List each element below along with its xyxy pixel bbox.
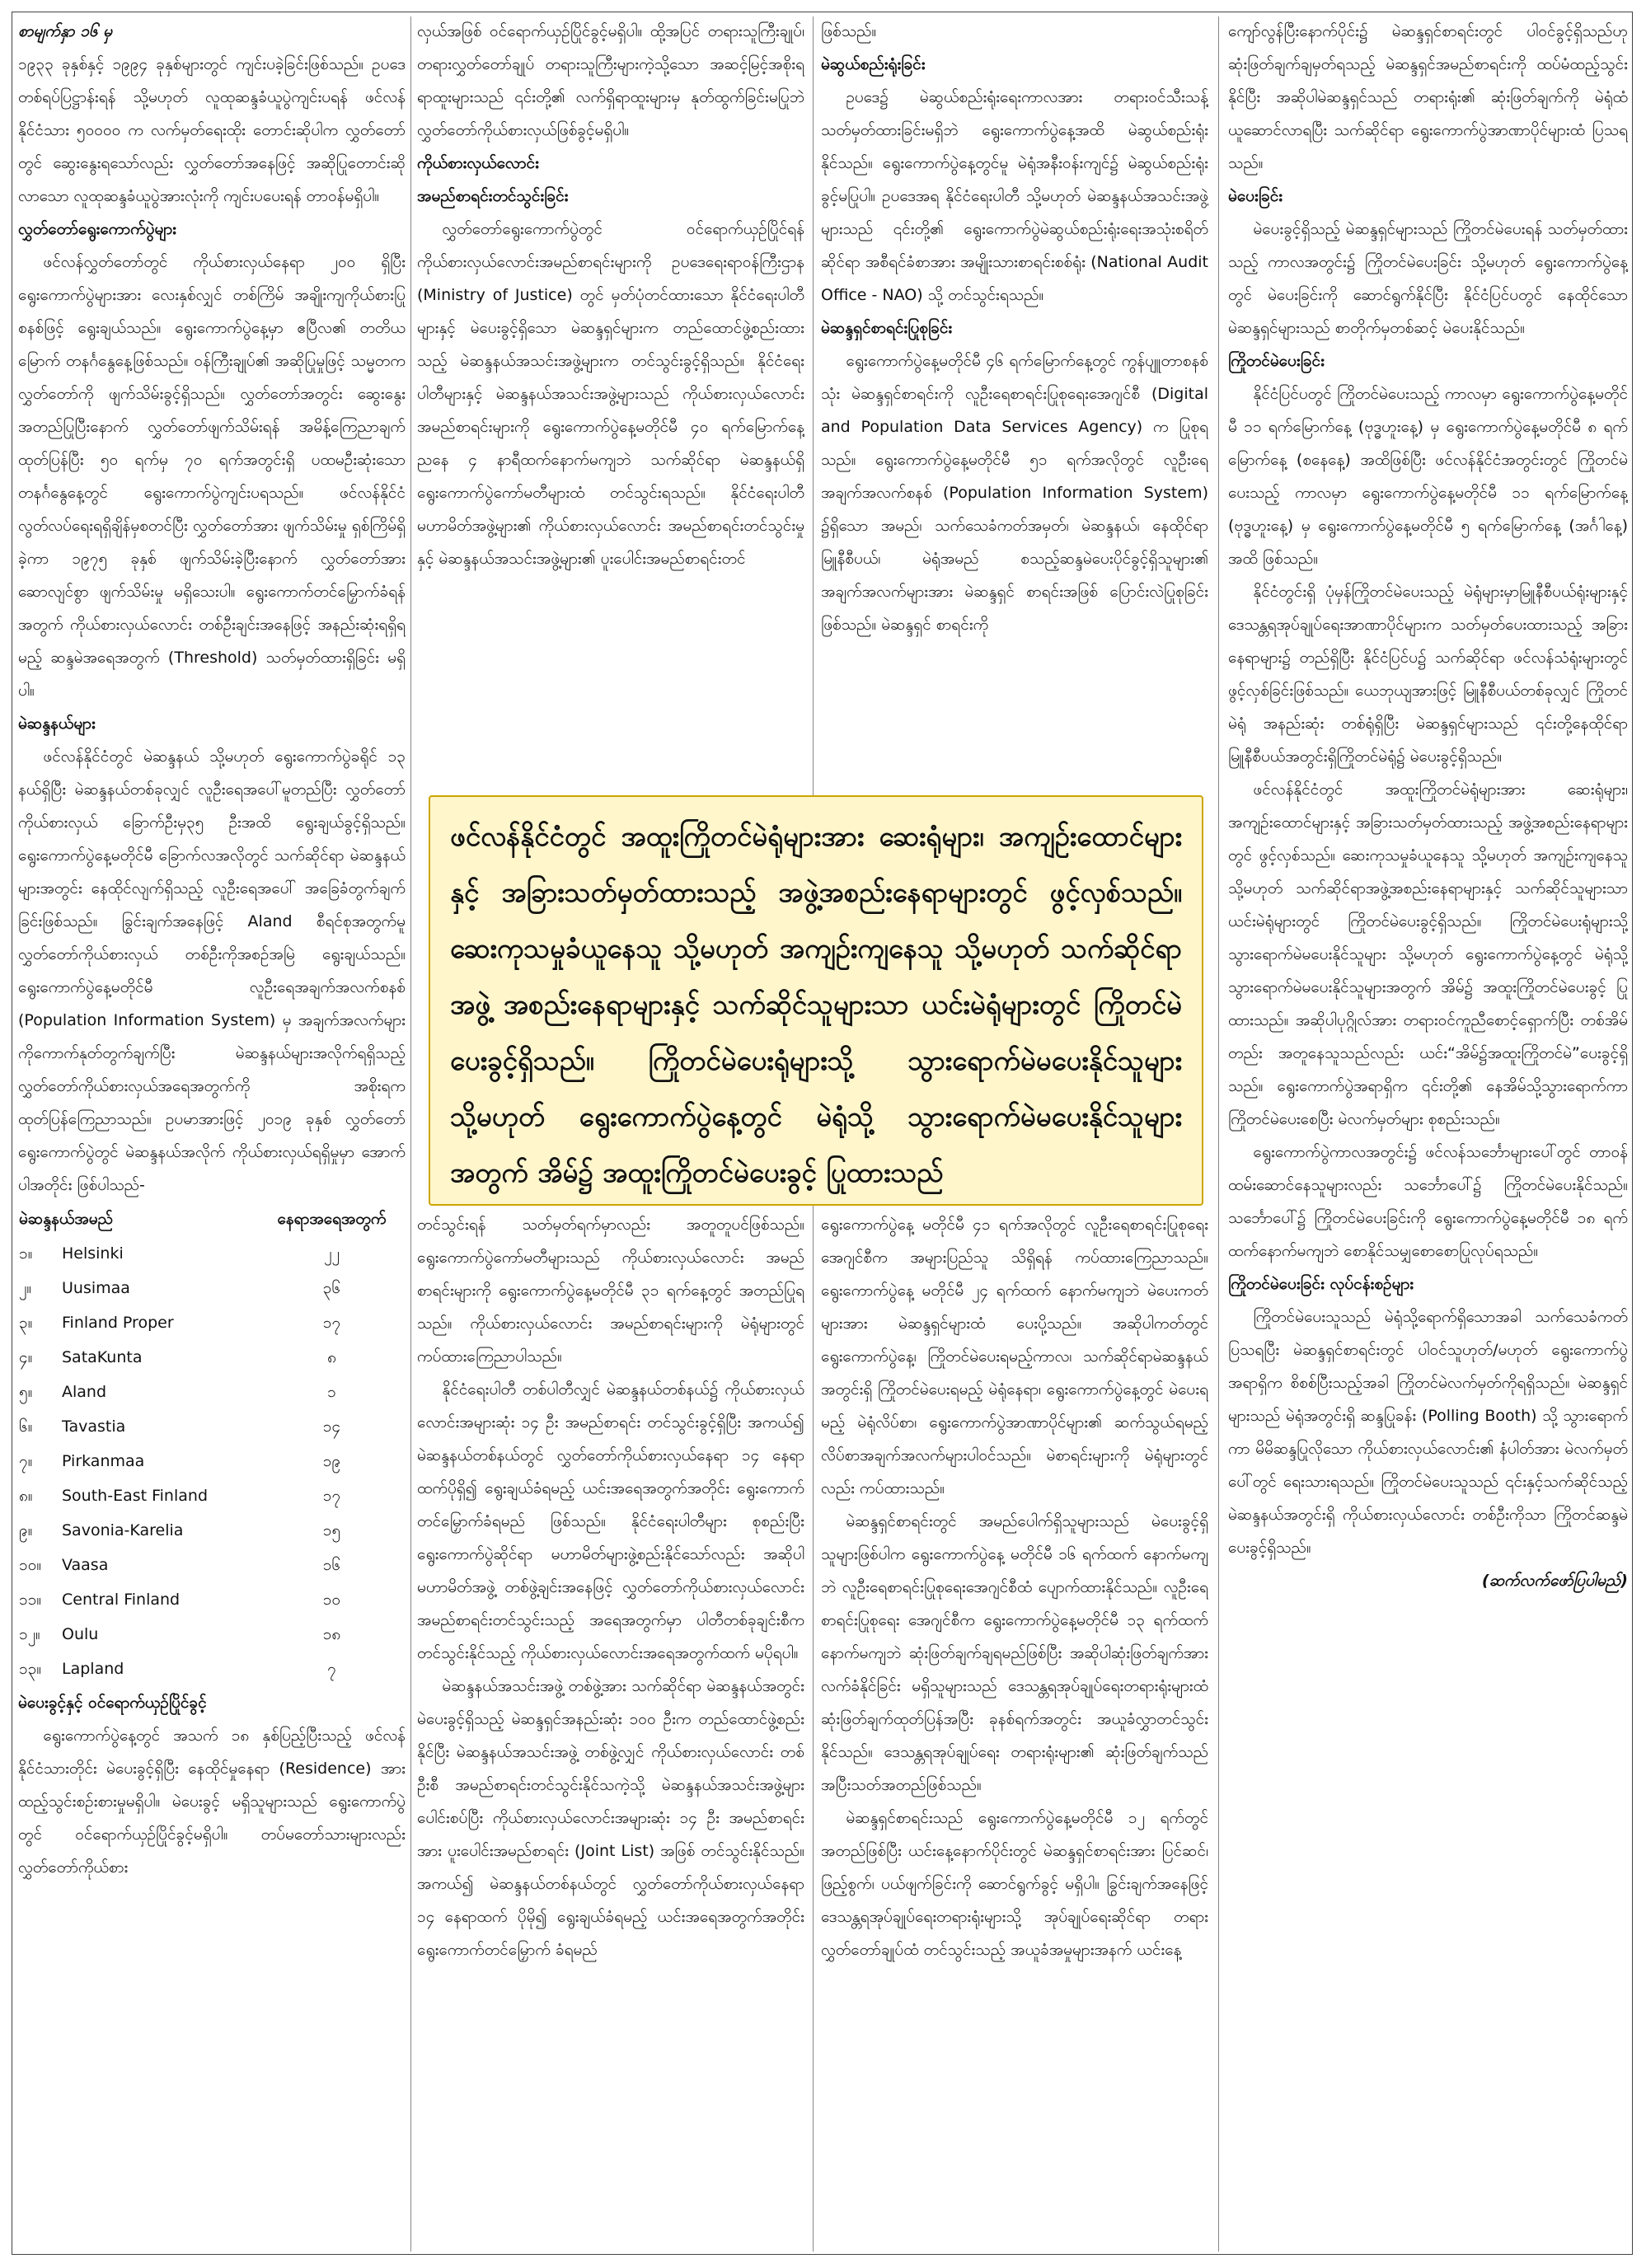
seat-count: ၁၈ (322, 1625, 341, 1643)
seat-count: ၁၇ (322, 1314, 341, 1332)
paragraph: မဲဆန္ဒရှင်စာရင်းတွင် အမည်ပေါက်ရှိသူများသည် မဲပေးခွင့်ရှိသူများဖြစ်ပါက ရွေးကောက်ပွဲနေ့ မတိုင်မီ ၁၆ ရက်ထက် နောက်မကျဘဲ လူဦးရေစာရင်းပြုစုရေးအေဂျင်စီထံ ပျောက်ထားနိုင်သည်။ လူဦးရေစာရင်းပြုစုရေး အေဂျင်စီက ရွေးကောက်ပွဲနေ့မတိုင်မီ ၁၃ ရက်ထက် နောက်မကျဘဲ ဆုံးဖြတ်ချက်ချရမည်ဖြစ်ပြီး အဆိုပါဆုံးဖြတ်ချက်အား လက်ခံနိုင်ခြင်း မရှိသူများသည် ဒေသန္တရအုပ်ချုပ်ရေးတရားရုံးများထံ ဆုံးဖြတ်ချက်ထုတ်ပြန်အပြီး ခုနစ်ရက်အတွင်း အယူခံလွှာတင်သွင်းနိုင်သည်။ ဒေသန္တရအုပ်ချုပ်ရေး တရားရုံးများ၏ ဆုံးဖြတ်ချက်သည် အပြီးသတ်အတည်ဖြစ်သည်။ (821, 1512, 1208, 1794)
paragraph: မဲဆန္ဒနယ်အသင်းအဖွဲ့ တစ်ဖွဲ့အား သက်ဆိုင်ရာ မဲဆန္ဒနယ်အတွင်း မဲပေးခွင့်ရှိသည့် မဲဆန္ဒရှင်အနည်းဆုံး ၁၀၀ ဦးက တည်ထောင်ဖွဲ့စည်းနိုင်ပြီး မဲဆန္ဒနယ်အသင်းအဖွဲ့ တစ်ဖွဲ့လျှင် ကိုယ်စားလှယ်လောင်း တစ်ဦးစီ အမည်စာရင်းတင်သွင်းနိုင်သကဲ့သို့ မဲဆန္ဒနယ်အသင်းအဖွဲ့များ ပေါင်းစပ်ပြီး ကိုယ်စားလှယ်လောင်းအများဆုံး ၁၄ ဦး အမည်စာရင်းအား ပူးပေါင်းအမည်စာရင်း (Joint List) အဖြစ် တင်သွင်းနိုင်သည်။ အကယ်၍ မဲဆန္ဒနယ်တစ်နယ်တွင် လွှတ်တော်ကိုယ်စားလှယ်နေရာ ၁၄ နေရာထက် ပိုမို၍ ရွေးချယ်ခံရမည့် ယင်းအရေအတွက်အတိုင်း ရွေးကောက်တင်မြှောက် ခံရမည် (417, 1677, 804, 1959)
table-header-seats: နေရာအရေအတွက် (277, 1210, 387, 1228)
paragraph: ရွေးကောက်ပွဲနေ့မတိုင်မီ ၄၆ ရက်မြောက်နေ့တွင် ကွန်ပျူတာစနစ်သုံး မဲဆန္ဒရှင်စာရင်းကို လူဦးရေစာရင်းပြုစုရေးအေဂျင်စီ (Digital and Population Data Services Agency) က ပြုစုရသည်။ ရွေးကောက်ပွဲနေ့မတိုင်မီ ၅၁ ရက်အလိုတွင် လူဦးရေအချက်အလက်စနစ် (Population Information System) ၌ရှိသော အမည်၊ သက်သေခံကတ်အမှတ်၊ မဲဆန္ဒနယ်၊ နေထိုင်ရာ မြူနီစီပယ်၊ မဲရုံအမည် စသည့်ဆန္ဒမဲပေးပိုင်ခွင့်ရှိသူများ၏ အချက်အလက်များအား မဲဆန္ဒရှင် စာရင်းအဖြစ် ပြောင်းလဲပြုစုခြင်းဖြစ်သည်။ မဲဆန္ဒရှင် စာရင်းကို (821, 352, 1208, 634)
row-number: ၆။ (19, 1418, 33, 1436)
row-number: ၂။ (19, 1279, 32, 1297)
paragraph: နိုင်ငံပြင်ပတွင် ကြိုတင်မဲပေးသည့် ကာလမှာ ရွေးကောက်ပွဲနေ့မတိုင်မီ ၁၁ ရက်မြောက်နေ့ (ဗုဒ္ဓဟူးနေ့) မှ ရွေးကောက်ပွဲနေ့မတိုင်မီ ၈ ရက်မြောက်နေ့ (စနေနေ့) အထိဖြစ်ပြီး ဖင်လန်နိုင်ငံအတွင်းတွင် ကြိုတင်မဲပေးသည့် ကာလမှာ ရွေးကောက်ပွဲနေ့မတိုင်မီ ၁၁ ရက်မြောက်နေ့ (ဗုဒ္ဓဟူးနေ့) မှ ရွေးကောက်ပွဲနေ့မတိုင်မီ ၅ ရက်မြောက်နေ့ (အင်္ဂါနေ့) အထိ ဖြစ်သည်။ (1228, 385, 1628, 568)
section-heading: ကြိုတင်မဲပေးခြင်း (1228, 352, 1325, 370)
table-row (18, 1409, 406, 1444)
table-row (18, 1513, 406, 1548)
article-column-2-bottom (417, 1208, 804, 2253)
seat-count: ၁၉ (322, 1452, 341, 1470)
constituency-name: Uusimaa (62, 1279, 130, 1297)
table-row (18, 1236, 406, 1271)
constituency-name: Pirkanmaa (62, 1452, 145, 1470)
section-heading: မဲပေးခွင့်နှင့် ဝင်ရောက်ယှဉ်ပြိုင်ခွင့် (18, 1694, 207, 1712)
table-row (18, 1617, 406, 1652)
paragraph: နိုင်ငံရေးပါတီ တစ်ပါတီလျှင် မဲဆန္ဒနယ်တစ်နယ်၌ ကိုယ်စားလှယ်လောင်းအများဆုံး ၁၄ ဦး အမည်စာရင်း တင်သွင်းခွင့်ရှိပြီး အကယ်၍ မဲဆန္ဒနယ်တစ်နယ်တွင် လွှတ်တော်ကိုယ်စားလှယ်နေရာ ၁၄ နေရာထက်ပိုရှိ၍ ရွေးချယ်ခံရမည့် ယင်းအရေအတွက်အတိုင်း ရွေးကောက်တင်မြှောက်ခံရမည် ဖြစ်သည်။ နိုင်ငံရေးပါတီများ စုစည်းပြီး ရွေးကောက်ပွဲဆိုင်ရာ မဟာမိတ်များဖွဲ့စည်းနိုင်သော်လည်း အဆိုပါ မဟာမိတ်အဖွဲ့ တစ်ဖွဲ့ချင်းအနေဖြင့် လွှတ်တော်ကိုယ်စားလှယ်လောင်း အမည်စာရင်းတင်သွင်းသည့် အရေအတွက်မှာ ပါတီတစ်ခုချင်းစီက တင်သွင်းနိုင်သည့် ကိုယ်စားလှယ်လောင်းအရေအတွက်ထက် မပိုရပါ။ (417, 1380, 804, 1662)
seat-count: ၇ (327, 1660, 336, 1678)
row-number: ၈။ (19, 1487, 33, 1505)
seat-count: ၁၆ (322, 1556, 341, 1574)
paragraph: ၁၉၃၃ ခုနှစ်နှင့် ၁၉၉၄ ခုနှစ်များတွင် ကျင်းပခဲ့ခြင်းဖြစ်သည်။ ဥပဒေတစ်ရပ်ပြဋ္ဌာန်းရန် သို့မဟုတ် လူထုဆန္ဒခံယူပွဲကျင်းပရန် ဖင်လန်နိုင်ငံသား ၅၀၀၀၀ က လက်မှတ်ရေးထိုး တောင်းဆိုပါက လွှတ်တော်တွင် ဆွေးနွေးရသော်လည်း လွှတ်တော်အနေဖြင့် အဆိုပြုတောင်းဆိုလာသော လူထုဆန္ဒခံယူပွဲအားလုံးကို ကျင်းပပေးရန် တာဝန်မရှိပါ။ (18, 55, 406, 205)
constituency-name: Aland (62, 1383, 107, 1401)
table-row (18, 1375, 406, 1409)
row-number: ၁၀။ (19, 1556, 42, 1574)
paragraph: ဥပဒေ၌ မဲဆွယ်စည်းရုံးရေးကာလအား တရားဝင်သီးသန့် သတ်မှတ်ထားခြင်းမရှိဘဲ ရွေးကောက်ပွဲနေ့အထိ မဲဆွယ်စည်းရုံးနိုင်သည်။ ရွေးကောက်ပွဲနေ့တွင်မူ မဲရုံအနီးဝန်းကျင်၌ မဲဆွယ်စည်းရုံးခွင့်မပြုပါ။ ဥပဒေအရ နိုင်ငံရေးပါတီ သို့မဟုတ် မဲဆန္ဒနယ်အသင်းအဖွဲ့များသည် ၎င်းတို့၏ ရွေးကောက်ပွဲမဲဆွယ်စည်းရုံးရေးအသုံးစရိတ်ဆိုင်ရာ အစီရင်ခံစာအား အမျိုးသားစာရင်းစစ်ရုံး (National Audit Office - NAO) သို့ တင်သွင်းရသည်။ (821, 88, 1208, 304)
constituency-name: South-East Finland (62, 1487, 209, 1505)
row-number: ၁၁။ (19, 1591, 42, 1609)
article-column-3-bottom (821, 1208, 1208, 2253)
section-heading: မဲဆန္ဒနယ်များ (18, 715, 96, 733)
section-heading: မဲပေးခြင်း (1228, 187, 1283, 205)
row-number: ၃။ (19, 1314, 33, 1332)
article-column-2-top (417, 15, 804, 793)
table-row (18, 1305, 406, 1340)
constituency-name: Lapland (62, 1660, 124, 1678)
seat-count: ၂၂ (324, 1244, 340, 1263)
seat-count: ၁၅ (322, 1521, 341, 1539)
table-header-name: မဲဆန္ဒနယ်အမည် (19, 1210, 113, 1228)
paragraph: နိုင်ငံတွင်းရှိ ပုံမှန်ကြိုတင်မဲပေးသည့် မဲရုံများမှာမြူနီစီပယ်ရုံးများနှင့် ဒေသန္တရအုပ်ချုပ်ရေးအာဏာပိုင်များက သတ်မှတ်ပေးထားသည့် အခြားနေရာများ၌ တည်ရှိပြီး နိုင်ငံပြင်ပ၌ သက်ဆိုင်ရာ ဖင်လန်သံရုံးများတွင် ဖွင့်လှစ်ခြင်းဖြစ်သည်။ ယေဘုယျအားဖြင့် မြူနီစီပယ်တစ်ခုလျှင် ကြိုတင်မဲရုံ အနည်းဆုံး တစ်ရုံရှိပြီး မဲဆန္ဒရှင်များသည် ၎င်းတို့နေထိုင်ရာ မြူနီစီပယ်အတွင်းရှိကြိုတင်မဲရုံ၌ မဲပေးခွင့်ရှိသည်။ (1228, 583, 1628, 766)
table-row (18, 1582, 406, 1617)
paragraph: လွှတ်တော်ရွေးကောက်ပွဲတွင် ဝင်ရောက်ယှဉ်ပြိုင်ရန် ကိုယ်စားလှယ်လောင်းအမည်စာရင်းများကို ဥပဒေရေးရာဝန်ကြီးဌာန (Ministry of Justice) တွင် မှတ်ပုံတင်ထားသော နိုင်ငံရေးပါတီများနှင့် မဲပေးခွင့်ရှိသော မဲဆန္ဒရှင်များက တည်ထောင်ဖွဲ့စည်းထားသည့် မဲဆန္ဒနယ်အသင်းအဖွဲ့များက တင်သွင်းခွင့်ရှိသည်။ နိုင်ငံရေးပါတီများနှင့် မဲဆန္ဒနယ်အသင်းအဖွဲ့များသည် ကိုယ်စားလှယ်လောင်းအမည်စာရင်းများကို ရွေးကောက်ပွဲနေ့မတိုင်မီ ၄၀ ရက်မြောက်နေ့ ညနေ ၄ နာရီထက်နောက်မကျဘဲ သက်ဆိုင်ရာ မဲဆန္ဒနယ်ရှိ ရွေးကောက်ပွဲကော်မတီများထံ တင်သွင်းရသည်။ နိုင်ငံရေးပါတီမဟာမိတ်အဖွဲ့များ၏ ကိုယ်စားလှယ်လောင်း အမည်စာရင်းတင်သွင်းမှုနှင့် မဲဆန္ဒနယ်အသင်းအဖွဲ့များ၏ ပူးပေါင်းအမည်စာရင်းတင် (417, 220, 804, 568)
table-row (18, 1444, 406, 1478)
row-number: ၁၃။ (19, 1660, 42, 1678)
paragraph: ရွေးကောက်ပွဲနေ့ မတိုင်မီ ၄၁ ရက်အလိုတွင် လူဦးရေစာရင်းပြုစုရေးအေဂျင်စီက အများပြည်သူ သိရှိရန် ကပ်ထားကြေညာသည်။ ရွေးကောက်ပွဲနေ့ မတိုင်မီ ၂၄ ရက်ထက် နောက်မကျဘဲ မဲပေးကတ်များအား မဲဆန္ဒရှင်များထံ ပေးပို့သည်။ အဆိုပါကတ်တွင် ရွေးကောက်ပွဲနေ့၊ ကြိုတင်မဲပေးရမည့်ကာလ၊ သက်ဆိုင်ရာမဲဆန္ဒနယ်အတွင်းရှိ ကြိုတင်မဲပေးရမည့် မဲရုံနေရာ၊ ရွေးကောက်ပွဲနေ့တွင် မဲပေးရမည့် မဲရုံလိပ်စာ၊ ရွေးကောက်ပွဲအာဏာပိုင်များ၏ ဆက်သွယ်ရမည့်လိပ်စာအချက်အလက်များပါဝင်သည်။ မဲစာရင်းများကို မဲရုံများတွင်လည်း ကပ်ထားသည်။ (821, 1216, 1208, 1497)
pull-quote-text: ဖင်လန်နိုင်ငံတွင် အထူးကြိုတင်မဲရုံများအား ဆေးရုံများ၊ အကျဉ်းထောင်များနှင့် အခြားသတ်မှတ်ထားသည့် အဖွဲ့အစည်းနေရာများတွင် ဖွင့်လှစ်သည်။ ဆေးကုသမှုခံယူနေသူ သို့မဟုတ် အကျဉ်းကျနေသူ သို့မဟုတ် သက်ဆိုင်ရာအဖွဲ့ အစည်းနေရာများနှင့် သက်ဆိုင်သူများသာ ယင်းမဲရုံများတွင် ကြိုတင်မဲပေးခွင့်ရှိသည်။ ကြိုတင်မဲပေးရုံများသို့ သွားရောက်မဲမပေးနိုင်သူများ သို့မဟုတ် ရွေးကောက်ပွဲနေ့တွင် မဲရုံသို့ သွားရောက်မဲမပေးနိုင်သူများအတွက် အိမ်၌ အထူးကြိုတင်မဲပေးခွင့် ပြုထားသည် (450, 820, 1182, 1188)
paragraph: ရွေးကောက်ပွဲကာလအတွင်း၌ ဖင်လန်သင်္ဘောများပေါ်တွင် တာဝန်ထမ်းဆောင်နေသူများလည်း သင်္ဘောပေါ်၌ ကြိုတင်မဲပေးနိုင်သည်။ သင်္ဘောပေါ်၌ ကြိုတင်မဲပေးခြင်းကို ရွေးကောက်ပွဲနေ့မတိုင်မီ ၁၈ ရက်ထက်နောက်မကျဘဲ စောနိုင်သမျှစောစောပြုလုပ်ရသည်။ (1228, 1143, 1628, 1260)
paragraph: တင်သွင်းရန် သတ်မှတ်ရက်မှာလည်း အတူတူပင်ဖြစ်သည်။ ရွေးကောက်ပွဲကော်မတီများသည် ကိုယ်စားလှယ်လောင်း အမည်စာရင်းများကို ရွေးကောက်ပွဲနေ့မတိုင်မီ ၃၁ ရက်နေ့တွင် အတည်ပြုရသည်။ ကိုယ်စားလှယ်လောင်း အမည်စာရင်းများကို မဲရုံများတွင် ကပ်ထားကြေညာပါသည်။ (417, 1216, 804, 1366)
section-heading: အမည်စာရင်းတင်သွင်းခြင်း (417, 187, 569, 205)
section-heading: ကိုယ်စားလှယ်လောင်း (417, 154, 539, 172)
paragraph: မဲပေးခွင့်ရှိသည့် မဲဆန္ဒရှင်များသည် ကြိုတင်မဲပေးရန် သတ်မှတ်ထားသည့် ကာလအတွင်း၌ ကြိုတင်မဲပေးခြင်း သို့မဟုတ် ရွေးကောက်ပွဲနေ့တွင် မဲပေးခြင်းကို ဆောင်ရွက်နိုင်ပြီး နိုင်ငံပြင်ပတွင် နေထိုင်သော မဲဆန္ဒရှင်များသည် စာတိုက်မှတစ်ဆင့် မဲပေးနိုင်သည်။ (1228, 220, 1628, 337)
section-heading: မဲဆွယ်စည်းရုံးခြင်း (821, 55, 926, 73)
paragraph: လှယ်အဖြစ် ဝင်ရောက်ယှဉ်ပြိုင်ခွင့်မရှိပါ။ ထို့အပြင် တရားသူကြီးချုပ်၊ တရားလွှတ်တော်ချုပ် တရားသူကြီးများကဲ့သို့သော အဆင့်မြင့်အစိုးရရာထူးများသည် ၎င်းတို့၏ လက်ရှိရာထူးများမှ နုတ်ထွက်ခြင်းမပြုဘဲ လွှတ်တော်ကိုယ်စားလှယ်ဖြစ်ခွင့်မရှိပါ။ (417, 22, 804, 139)
row-number: ၄။ (19, 1348, 33, 1366)
paragraph: မဲဆန္ဒရှင်စာရင်းသည် ရွေးကောက်ပွဲနေ့မတိုင်မီ ၁၂ ရက်တွင် အတည်ဖြစ်ပြီး ယင်းနေ့နောက်ပိုင်းတွင် မဲဆန္ဒရှင်စာရင်းအား ပြင်ဆင်၊ ဖြည့်စွက်၊ ပယ်ဖျက်ခြင်းကို ဆောင်ရွက်ခွင့် မရှိပါ။ ခြွင်းချက်အနေဖြင့် ဒေသန္တရအုပ်ချုပ်ရေးတရားရုံးများသို့ အုပ်ချုပ်ရေးဆိုင်ရာ တရားလွှတ်တော်ချုပ်ထံ တင်သွင်းသည့် အယူခံအမှုများအနက် ယင်းနေ့ (821, 1809, 1208, 1959)
continued-from-label: စာမျက်နှာ ၁၆ မှ (18, 22, 113, 40)
column-divider (410, 16, 411, 2252)
table-row (18, 1271, 406, 1305)
section-heading: ကြိုတင်မဲပေးခြင်း လုပ်ငန်းစဉ်များ (1228, 1275, 1414, 1293)
paragraph: ဖင်လန်နိုင်ငံတွင် အထူးကြိုတင်မဲရုံများအား ဆေးရုံများ၊ အကျဉ်းထောင်များနှင့် အခြားသတ်မှတ်ထားသည့် အဖွဲ့အစည်းနေရာများတွင် ဖွင့်လှစ်သည်။ ဆေးကုသမှုခံယူနေသူ သို့မဟုတ် အကျဉ်းကျနေသူ သို့မဟုတ် သက်ဆိုင်ရာအဖွဲ့အစည်းနေရာများနှင့် သက်ဆိုင်သူများသာ ယင်းမဲရုံများတွင် ကြိုတင်မဲပေးခွင့်ရှိသည်။ ကြိုတင်မဲပေးရုံများသို့ သွားရောက်မဲမပေးနိုင်သူများ သို့မဟုတ် ရွေးကောက်ပွဲနေ့တွင် မဲရုံသို့ သွားရောက်မဲမပေးနိုင်သူများအတွက် အိမ်၌ အထူးကြိုတင်မဲပေးခွင့် ပြုထားသည်။ အဆိုပါပုဂ္ဂိုလ်အား တရားဝင်ကူညီစောင့်ရှောက်ပြီး တစ်အိမ်တည်း အတူနေသူသည်လည်း ယင်း“အိမ်၌အထူးကြိုတင်မဲ”ပေးခွင့်ရှိသည်။ ရွေးကောက်ပွဲအရာရှိက ၎င်းတို့၏ နေအိမ်သို့သွားရောက်ကာ ကြိုတင်မဲပေးစေပြီး မဲလက်မှတ်များ စုစည်းသည်။ (1228, 780, 1628, 1128)
article-column-1 (18, 15, 406, 2253)
constituency-name: Tavastia (62, 1418, 126, 1436)
seat-count: ၁၀ (322, 1591, 341, 1609)
table-row (18, 1548, 406, 1582)
table-row (18, 1652, 406, 1686)
row-number: ၁။ (19, 1244, 33, 1263)
seat-count: ၁၄ (322, 1418, 341, 1436)
constituency-name: Oulu (62, 1625, 99, 1643)
seat-count: ၁၇ (322, 1487, 341, 1505)
article-column-4 (1228, 15, 1628, 2253)
section-heading: လွှတ်တော်ရွေးကောက်ပွဲများ (18, 220, 177, 238)
seat-count: ၁ (327, 1383, 336, 1401)
constituency-name: Vaasa (62, 1556, 109, 1574)
paragraph: ရွေးကောက်ပွဲနေ့တွင် အသက် ၁၈ နှစ်ပြည့်ပြီးသည့် ဖင်လန်နိုင်ငံသားတိုင်း မဲပေးခွင့်ရှိပြီး နေထိုင်မှုနေရာ (Residence) အား ထည့်သွင်းစဉ်းစားမှုမရှိပါ။ မဲပေးခွင့် မရှိသူများသည် ရွေးကောက်ပွဲတွင် ဝင်ရောက်ယှဉ်ပြိုင်ခွင့်မရှိပါ။ တပ်မတော်သားများလည်း လွှတ်တော်ကိုယ်စား (18, 1727, 406, 1877)
constituency-name: Central Finland (62, 1591, 181, 1609)
seat-count: ၃၆ (322, 1279, 341, 1297)
paragraph: ဖင်လန်နိုင်ငံတွင် မဲဆန္ဒနယ် သို့မဟုတ် ရွေးကောက်ပွဲခရိုင် ၁၃ နယ်ရှိပြီး မဲဆန္ဒနယ်တစ်ခုလျှင် လူဦးရေအပေါ်မူတည်ပြီး လွှတ်တော်ကိုယ်စားလှယ် ခြောက်ဦးမှ၃၅ ဦးအထိ ရွေးချယ်ခွင့်ရှိသည်။ ရွေးကောက်ပွဲနေ့မတိုင်မီ ခြောက်လအလိုတွင် သက်ဆိုင်ရာ မဲဆန္ဒနယ်များအတွင်း နေထိုင်လျက်ရှိသည့် လူဦးရေအပေါ် အခြေခံတွက်ချက်ခြင်းဖြစ်သည်။ ခြွင်းချက်အနေဖြင့် Aland စီရင်စုအတွက်မူ လွှတ်တော်ကိုယ်စားလှယ် တစ်ဦးကိုအစဉ်အမြဲ ရွေးချယ်သည်။ ရွေးကောက်ပွဲနေ့မတိုင်မီ လူဦးရေအချက်အလက်စနစ် (Population Information System) မှ အချက်အလက်များကိုကောက်နုတ်တွက်ချက်ပြီး မဲဆန္ဒနယ်များအလိုက်ရရှိသည့် လွှတ်တော်ကိုယ်စားလှယ်အရေအတွက်ကို အစိုးရက ထုတ်ပြန်ကြေညာသည်။ ဥပမာအားဖြင့် ၂၀၁၉ ခုနှစ် လွှတ်တော်ရွေးကောက်ပွဲတွင် မဲဆန္ဒနယ်အလိုက် ကိုယ်စားလှယ်ရရှိမှုမှာ အောက်ပါအတိုင်း ဖြစ်ပါသည်- (18, 747, 406, 1194)
constituency-name: Helsinki (62, 1244, 124, 1263)
column-divider (1218, 16, 1219, 2252)
paragraph: ကျော်လွန်ပြီးနောက်ပိုင်း၌ မဲဆန္ဒရှင်စာရင်းတွင် ပါဝင်ခွင့်ရှိသည်ဟု ဆုံးဖြတ်ချက်ချမှတ်ရသည့် မဲဆန္ဒရှင်အမည်စာရင်းကို ထပ်မံထည့်သွင်းနိုင်ပြီး အဆိုပါမဲဆန္ဒရှင်သည် တရားရုံး၏ ဆုံးဖြတ်ချက်ကို မဲရုံထံယူဆောင်လာရပြီး သက်ဆိုင်ရာ ရွေးကောက်ပွဲအာဏာပိုင်များထံ ပြသရသည်။ (1228, 22, 1628, 172)
seat-count: ၈ (327, 1348, 336, 1366)
pull-quote-box (429, 795, 1203, 1206)
table-row (18, 1478, 406, 1513)
row-number: ၉။ (19, 1521, 33, 1539)
section-heading: မဲဆန္ဒရှင်စာရင်းပြုစုခြင်း (821, 319, 953, 337)
paragraph: ကြိုတင်မဲပေးသူသည် မဲရုံသို့ရောက်ရှိသောအခါ သက်သေခံကတ်ပြသရပြီး မဲဆန္ဒရှင်စာရင်းတွင် ပါဝင်သူဟုတ်/မဟုတ် ရွေးကောက်ပွဲအရာရှိက စိစစ်ပြီးသည့်အခါ ကြိုတင်မဲလက်မှတ်ကိုရရှိသည်။ မဲဆန္ဒရှင်များသည် မဲရုံအတွင်းရှိ ဆန္ဒပြုခန်း (Polling Booth) သို့ သွားရောက်ကာ မိမိဆန္ဒပြုလိုသော ကိုယ်စားလှယ်လောင်း၏ နံပါတ်အား မဲလက်မှတ်ပေါ်တွင် ရေးသားရသည်။ ကြိုတင်မဲပေးသူသည် ၎င်းနှင့်သက်ဆိုင်သည့် မဲဆန္ဒနယ်အတွင်းရှိ ကိုယ်စားလှယ်လောင်း တစ်ဦးကိုသာ ကြိုတင်ဆန္ဒမဲပေးခွင့်ရှိသည်။ (1228, 1308, 1628, 1557)
continued-label: (ဆက်လက်ဖော်ပြပါမည်) (1481, 1572, 1628, 1590)
row-number: ၇။ (19, 1452, 33, 1470)
table-row (18, 1340, 406, 1375)
paragraph: ဖြစ်သည်။ (821, 22, 877, 40)
paragraph: ဖင်လန်လွှတ်တော်တွင် ကိုယ်စားလှယ်နေရာ ၂၀၀ ရှိပြီး ရွေးကောက်ပွဲများအား လေးနှစ်လျှင် တစ်ကြိမ် အချိုးကျကိုယ်စားပြုစနစ်ဖြင့် ရွေးချယ်သည်။ ရွေးကောက်ပွဲနေ့မှာ ဧပြီလ၏ တတိယမြောက် တနင်္ဂနွေနေ့ဖြစ်သည်။ ဝန်ကြီးချုပ်၏ အဆိုပြုမှုဖြင့် သမ္မတက လွှတ်တော်ကို ဖျက်သိမ်းခွင့်ရှိသည်။ လွှတ်တော်အတွင်း ဆွေးနွေးအတည်ပြုပြီးနောက် လွှတ်တော်ဖျက်သိမ်းရန် အမိန့်ကြေညာချက်ထုတ်ပြန်ပြီး ၅၀ ရက်မှ ၇၀ ရက်အတွင်းရှိ ပထမဦးဆုံးသော တနင်္ဂနွေနေ့တွင် ရွေးကောက်ပွဲကျင်းပရသည်။ ဖင်လန်နိုင်ငံ လွတ်လပ်ရေးရရှိချိန်မှစတင်ပြီး လွှတ်တော်အား ဖျက်သိမ်းမှု ရှစ်ကြိမ်ရှိခဲ့ကာ ၁၉၇၅ ခုနှစ် ဖျက်သိမ်းခဲ့ပြီးနောက် လွှတ်တော်အား ဆောလျင်စွာ ဖျက်သိမ်းမှု မရှိသေးပါ။ ရွေးကောက်တင်မြှောက်ခံရန်အတွက် ကိုယ်စားလှယ်လောင်း တစ်ဦးချင်းအနေဖြင့် အနည်းဆုံးရရှိရမည့် ဆန္ဒမဲအရေအတွက် (Threshold) သတ်မှတ်ထားရှိခြင်း မရှိပါ။ (18, 253, 406, 700)
constituency-table (18, 1202, 406, 1686)
constituency-name: Savonia-Karelia (62, 1521, 184, 1539)
row-number: ၅။ (19, 1383, 33, 1401)
article-column-3-top (821, 15, 1208, 793)
row-number: ၁၂။ (19, 1625, 40, 1643)
constituency-name: Finland Proper (62, 1314, 174, 1332)
constituency-name: SataKunta (62, 1348, 143, 1366)
